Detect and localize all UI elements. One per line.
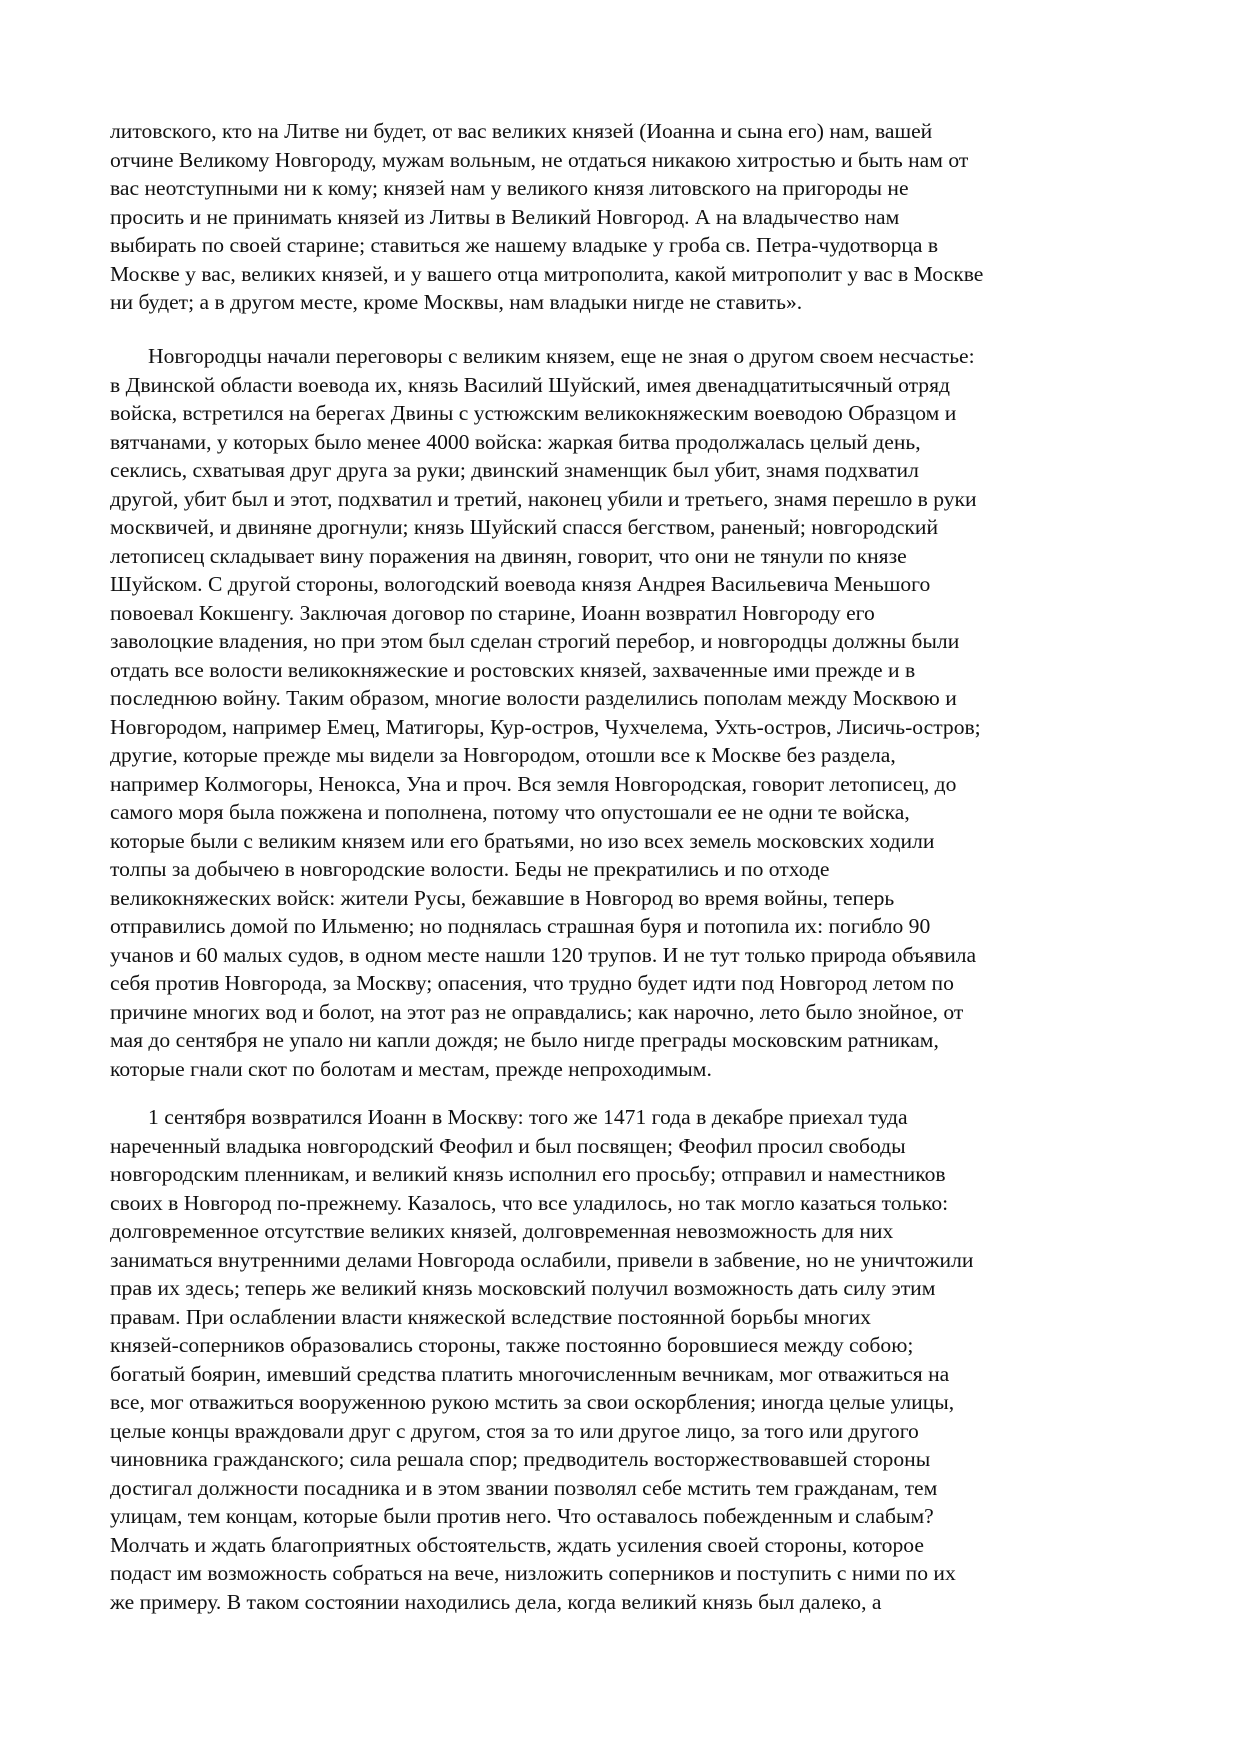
text-line: выбирать по своей старине; ставиться же нашему владыке у гроба св. Петра-чудотворца в xyxy=(110,233,939,257)
text-line: Москве у вас, великих князей, и у вашего отца митрополита, какой митрополит у вас в Москве xyxy=(110,261,984,286)
paragraph-2 xyxy=(110,342,1140,1083)
text-line: заволоцкие владения, но при этом был сделан строгий перебор, и новгородцы должны были xyxy=(110,629,960,653)
text-line: прав их здесь; теперь же великий князь московский получил возможность дать силу этим xyxy=(110,1276,936,1300)
text-line: богатый боярин, имевший средства платить многочисленным вечникам, мог отважиться на xyxy=(110,1361,950,1386)
text-line: другой, убит был и этот, подхватил и третий, наконец убили и третьего, знамя перешло в руки xyxy=(110,486,977,511)
text-line: Шуйском. С другой стороны, вологодский воевода князя Андрея Васильевича Меньшого xyxy=(110,572,931,596)
text-line: все, мог отважиться вооруженною рукою мстить за свои оскорбления; иногда целые улицы, xyxy=(110,1390,955,1414)
text-line: войска, встретился на берегах Двины с устюжским великокняжеским воеводою Образцом и xyxy=(110,401,957,425)
text-line: просить и не принимать князей из Литвы в Великий Новгород. А на владычество нам xyxy=(110,204,900,229)
text-line: улицам, тем концам, которые были против него. Что оставалось побежденным и слабым? xyxy=(110,1504,934,1528)
text-line: отчине Великому Новгороду, мужам вольным, не отдаться никакою хитростью и быть нам от xyxy=(110,147,969,172)
text-line: ни будет; а в другом месте, кроме Москвы, нам владыки нигде не ставить». xyxy=(110,290,803,314)
text-line: нареченный владыка новгородский Феофил и был посвящен; Феофил просил свободы xyxy=(110,1133,906,1158)
paragraph-1 xyxy=(110,117,1140,317)
text-line: литовского, кто на Литве ни будет, от вас великих князей (Иоанна и сына его) нам, вашей xyxy=(110,119,933,143)
text-line: себя против Новгорода, за Москву; опасения, что трудно будет идти под Новгород летом по xyxy=(110,971,954,995)
text-line: князей-соперников образовались стороны, также постоянно боровшиеся между собою; xyxy=(110,1333,914,1357)
text-line: своих в Новгород по-прежнему. Казалось, что все уладилось, но так могло казаться только: xyxy=(110,1190,949,1215)
text-line: летописец складывает вину поражения на двинян, говорит, что они не тянули по князе xyxy=(110,543,907,568)
text-line: Новгородом, например Емец, Матигоры, Кур-остров, Чухчелема, Ухть-остров, Лисичь-остров; xyxy=(110,714,981,739)
text-line: Молчать и ждать благоприятных обстоятельств, ждать усиления своей стороны, которое xyxy=(110,1532,924,1557)
text-line: целые концы враждовали друг с другом, стоя за то или другое лицо, за того или другого xyxy=(110,1418,919,1443)
text-line: достигал должности посадника и в этом звании позволял себе мстить тем гражданам, тем xyxy=(110,1475,938,1500)
text-line: 1 сентября возвратился Иоанн в Москву: того же 1471 года в декабре приехал туда xyxy=(148,1105,908,1129)
text-line: великокняжеских войск: жители Русы, бежавшие в Новгород во время войны, теперь xyxy=(110,885,895,910)
text-line: отправились домой по Ильменю; но поднялась страшная буря и потопила их: погибло 90 xyxy=(110,914,931,938)
text-line: подаст им возможность собраться на вече, низложить соперников и поступить с ними по их xyxy=(110,1561,956,1585)
text-line: долговременное отсутствие великих князей, долговременная невозможность для них xyxy=(110,1219,894,1243)
text-line: заниматься внутренними делами Новгорода ослабили, привели в забвение, но не уничтожили xyxy=(110,1247,974,1272)
text-line: в Двинской области воевода их, князь Василий Шуйский, имея двенадцатитысячный отряд xyxy=(110,372,951,397)
text-line: самого моря была пожжена и пополнена, потому что опустошали ее не одни те войска, xyxy=(110,800,910,824)
text-line: мая до сентября не упало ни капли дождя; не было нигде преграды московским ратникам, xyxy=(110,1028,939,1052)
text-line: повоевал Кокшенгу. Заключая договор по старине, Иоанн возвратил Новгороду его xyxy=(110,600,875,625)
text-line: которые были с великим князем или его братьями, но изо всех земель московских ходили xyxy=(110,828,935,853)
text-line: вас неотступными ни к кому; князей нам у великого князя литовского на пригороды не xyxy=(110,176,909,200)
text-line: которые гнали скот по болотам и местам, прежде непроходимым. xyxy=(110,1056,712,1081)
paragraph-3 xyxy=(110,1103,1140,1616)
text-line: москвичей, и двиняне дрогнули; князь Шуйский спасся бегством, раненый; новгородский xyxy=(110,515,939,539)
text-line: же примеру. В таком состоянии находились дела, когда великий князь был далеко, а xyxy=(110,1589,882,1614)
text-line: Новгородцы начали переговоры с великим князем, еще не зная о другом своем несчастье: xyxy=(148,344,975,368)
text-line: новгородским пленникам, и великий князь исполнил его просьбу; отправил и наместников xyxy=(110,1162,946,1186)
text-line: правам. При ослаблении власти княжеской вследствие постоянной борьбы многих xyxy=(110,1304,871,1329)
text-line: причине многих вод и болот, на этот раз не оправдались; как нарочно, лето было знойное, от xyxy=(110,999,964,1024)
text-line: например Колмогоры, Ненокса, Уна и проч. Вся земля Новгородская, говорит летописец, до xyxy=(110,771,957,796)
text-line: секлись, схватывая друг друга за руки; двинский знаменщик был убит, знамя подхватил xyxy=(110,458,919,482)
text-line: чиновника гражданского; сила решала спор; предводитель восторжествовавшей стороны xyxy=(110,1447,931,1471)
text-line: другие, которые прежде мы видели за Новгородом, отошли все к Москве без раздела, xyxy=(110,743,896,767)
text-line: последнюю войну. Таким образом, многие волости разделились пополам между Москвою и xyxy=(110,686,957,710)
text-line: вятчанами, у которых было менее 4000 войска: жаркая битва продолжалась целый день, xyxy=(110,429,921,454)
text-line: толпы за добычею в новгородские волости. Беды не прекратились и по отходе xyxy=(110,857,830,881)
text-line: отдать все волости великокняжеские и ростовских князей, захваченные ими прежде и в xyxy=(110,657,916,682)
text-line: учанов и 60 малых судов, в одном месте нашли 120 трупов. И не тут только природа объявила xyxy=(110,942,977,967)
